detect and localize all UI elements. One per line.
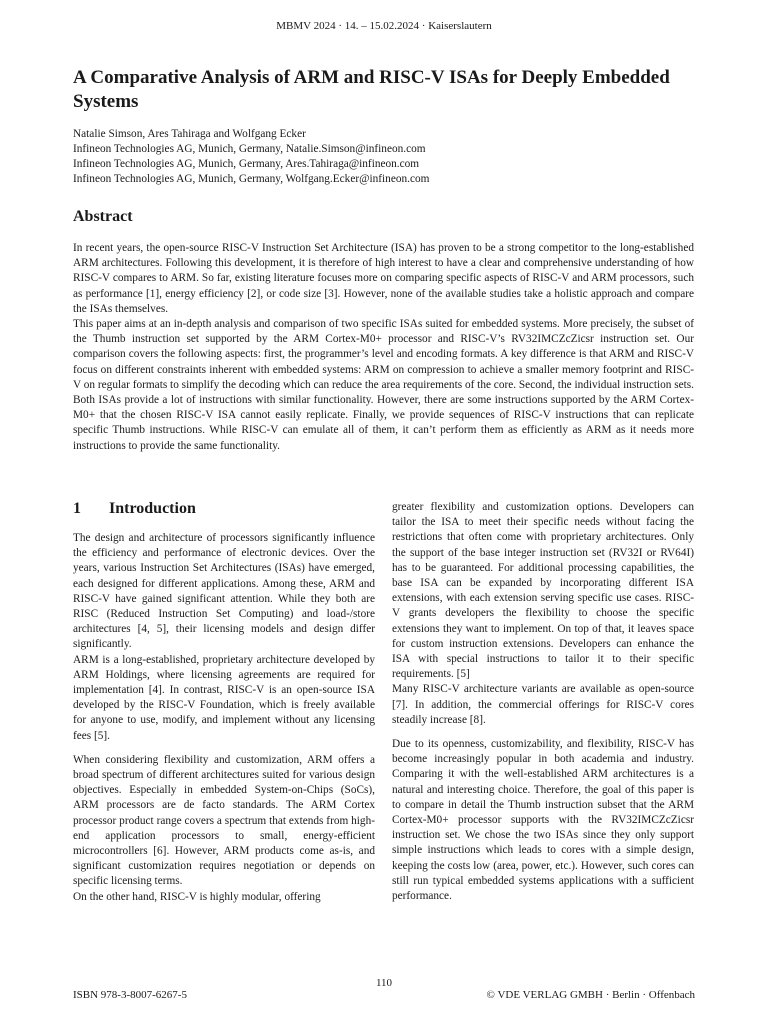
body-paragraph: Many RISC-V architecture variants are available as open-source [7]. In addition, the commercial offerings for RISC-V cores steadily increase [8]. [392,683,694,726]
section-title: Introduction [109,500,196,517]
isbn-footer: ISBN 978-3-8007-6267-5 [73,989,187,1001]
running-header: MBMV 2024 · 14. – 15.02.2024 · Kaiserslautern [276,20,492,32]
abstract-paragraph: This paper aims at an in-depth analysis and comparison of two specific ISAs suited for embedded systems. More precisely, the subset of the Thumb instruction set supported by the ARM Cortex-M0+ processor and RISC-V’s RV32IMCZcZicsr instruction set. Our comparison covers the following aspects: first, the programmer’s level and encoding formats. A key difference is that ARM and RISC-V focus on different constraints inherent with embedded systems: ARM on compression to achieve a smaller memory footprint and RISC-V on regular formats to simplify the decoding which can reduce the area requirements of the core. Second, the individual instruction sets. Both ISAs provide a lot of instructions with similar functionality. However, there are some instructions supported by the ARM Cortex-M0+ that the chosen RISC-V ISA cannot easily replicate. Finally, we provide sequences of RISC-V instructions that can replicate specific Thumb instructions. While RISC-V can emulate all of them, it can’t perform them as efficiently as ARM as it needs more instructions to provide the same functionality. [73,318,694,452]
publisher-footer: © VDE VERLAG GMBH · Berlin · Offenbach [486,989,695,1001]
body-paragraph: When considering flexibility and customization, ARM offers a broad spectrum of different architectures suited for various design objectives. Especially in embedded System-on-Chips (SoCs), ARM processors are de facto standards. The ARM Cortex processor product range covers a spectrum that extends from high-end application processors to small, energy-efficient microcontrollers [6]. However, ARM products come as-is, and significant customization requires negotiation or depends on specific licensing terms. [73,753,375,888]
body-paragraph: The design and architecture of processors significantly influence the efficiency and performance of electronic devices. Over the years, various Instruction Set Architectures (ISAs) have emerged, each designed for different applications. Among these, ARM and RISC-V have gained significant attention. While they both are RISC (Reduced Instruction Set Computing) and load-/store architectures [4, 5], their licensing models and design differ significantly. [73,532,375,651]
affiliation-line: Infineon Technologies AG, Munich, Germany, Wolfgang.Ecker@infineon.com [73,173,430,185]
body-paragraph: Due to its openness, customizability, and flexibility, RISC-V has become increasingly popular in both academia and industry. Comparing it with the well-established ARM architectures is a natural and interesting choice. Therefore, the goal of this paper is to compare in detail the Thumb instruction subset that the ARM Cortex-M0+ processor supports with the RV32IMCZcZicsr instruction set. We chose the two ISAs since they only support simple instructions which leads to cores with a simple design, keeping the costs low (area, power, etc.). However, such cores can still run typical embedded systems applications with a sufficient performance. [392,738,694,903]
abstract-paragraph: In recent years, the open-source RISC-V Instruction Set Architecture (ISA) has proven to be a strong competitor to the long-established ARM architectures. Following this development, it is therefore of high interest to have a clear and comprehensive understanding of how RISC-V compares to ARM. So far, existing literature focuses more on comparing specific aspects of RISC-V and ARM processors, such as performance [1], energy efficiency [2], or code size [3]. However, none of the available studies take a holistic approach and compare the ISAs themselves. [73,242,694,315]
left-column [73,531,375,905]
section-heading-introduction [73,500,196,518]
page-number: 110 [375,977,393,989]
body-paragraph: ARM is a long-established, proprietary architecture developed by ARM Holdings, where licensing agreements are required for implementation [4]. In contrast, RISC-V is an open-source ISA developed by the RISC-V Foundation, which is freely available for anyone to use, modify, and implement without any licensing fees [5]. [73,653,375,742]
paper-title: A Comparative Analysis of ARM and RISC-V ISAs for Deeply Embedded Systems [73,67,670,112]
body-paragraph: greater flexibility and customization options. Developers can tailor the ISA to meet their specific needs without facing the restrictions that often come with proprietary architectures. Only the support of the base integer instruction set (RV32I or RV64I) has to be guaranteed. For additional processing capabilities, the base ISA can be expanded by incorporating different ISA extensions, with each extension serving specific use cases. RISC-V grants developers the flexibility to choose the specific extensions they want to implement. On top of that, it leaves space for custom instruction extensions. Developers can enhance the ISA with special instructions to tailor it to their specific requirements. [5] [392,501,694,681]
author-names: Natalie Simson, Ares Tahiraga and Wolfgang Ecker [73,128,306,140]
body-paragraph: On the other hand, RISC-V is highly modular, offering [73,890,321,903]
abstract-heading: Abstract [73,208,133,225]
section-number: 1 [73,500,81,517]
affiliation-line: Infineon Technologies AG, Munich, Germany, Ares.Tahiraga@infineon.com [73,158,420,170]
abstract-body [73,241,694,454]
right-column [392,500,694,904]
author-block [73,127,693,187]
affiliation-line: Infineon Technologies AG, Munich, Germany, Natalie.Simson@infineon.com [73,143,426,155]
